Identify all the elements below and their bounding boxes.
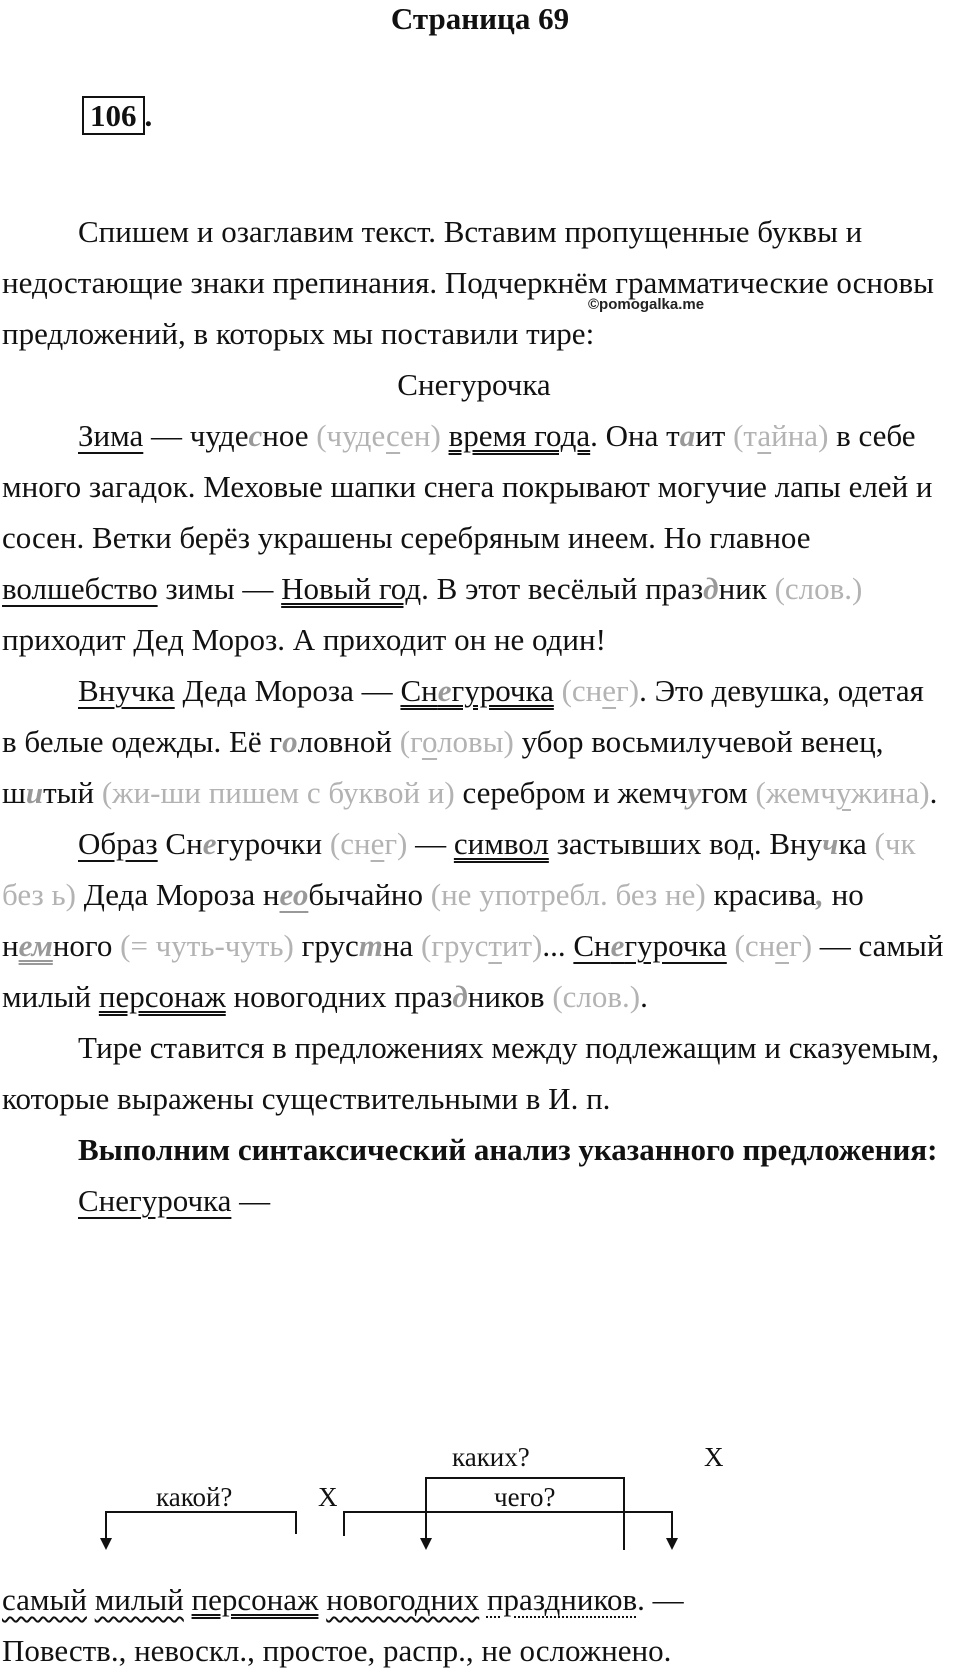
analysis-summary: Повеств., невоскл., простое, распр., не осложнено. bbox=[2, 1633, 672, 1668]
text-fragment: тый bbox=[43, 775, 102, 810]
task-number-dot: . bbox=[144, 98, 153, 133]
hint: (= чуть-чуть) bbox=[120, 928, 294, 963]
subject-word: волшебство bbox=[2, 571, 158, 606]
word-prazdnikov: праздников bbox=[486, 1582, 638, 1617]
text-fragment: убор восьмилучевой венец, ш bbox=[2, 724, 884, 810]
analysis-words-line bbox=[2, 1574, 946, 1625]
intro-paragraph: Спишем и озаглавим текст. Вставим пропущенные буквы и недостающие знаки препинания. Подчеркнём грамматические основы предложений, в которых мы поставили тире: bbox=[2, 214, 934, 351]
text-fragment: . Она т bbox=[590, 418, 680, 453]
inserted-letter: и bbox=[25, 775, 44, 810]
inserted-letter: с bbox=[248, 418, 263, 453]
hint: (жи-ши пишем с буквой и) bbox=[101, 775, 455, 810]
task-number bbox=[82, 98, 152, 134]
arrowhead-3 bbox=[666, 1538, 678, 1550]
text-fragment: ловной bbox=[297, 724, 400, 759]
inserted-letter: ем bbox=[18, 928, 53, 963]
text-fragment bbox=[554, 673, 562, 708]
text-fragment: зимы — bbox=[157, 571, 282, 606]
hint: (чк без ь) bbox=[2, 826, 916, 912]
text-fragment: гом bbox=[701, 775, 756, 810]
subject-word: Снегурочка bbox=[573, 928, 727, 963]
inserted-letter: д bbox=[703, 571, 719, 606]
main-text bbox=[2, 206, 946, 1226]
predicate-word: Новый год bbox=[281, 571, 422, 606]
page-title: Страница 69 bbox=[390, 1, 570, 36]
word-samyi: самый bbox=[2, 1582, 87, 1617]
text-fragment: бычайно bbox=[308, 877, 431, 912]
inserted-letter: ч bbox=[822, 826, 839, 861]
text-fragment: . В этот весёлый праз bbox=[421, 571, 704, 606]
inserted-letter: ео bbox=[279, 877, 309, 912]
hint: (тайна) bbox=[733, 418, 829, 453]
text-heading: Снегурочка bbox=[397, 367, 551, 402]
hint: (не употребл. без не) bbox=[430, 877, 706, 912]
text-fragment: . Это девушка, одетая в белые одежды. Её г bbox=[2, 673, 924, 759]
text-fragment: ное bbox=[262, 418, 317, 453]
text-fragment: грус bbox=[293, 928, 359, 963]
hint: (жемчужина) bbox=[755, 775, 930, 810]
text-fragment: ка bbox=[838, 826, 875, 861]
predicate-word: символ bbox=[453, 826, 549, 861]
analysis-subject: Снегурочка bbox=[78, 1183, 232, 1218]
inserted-letter: а bbox=[679, 418, 696, 453]
text-fragment: ного bbox=[52, 928, 121, 963]
hint: (снег) bbox=[561, 673, 640, 708]
text-fragment: приходит Дед Мороз. А приходит он не один! bbox=[2, 622, 606, 657]
text-fragment: — самый милый bbox=[2, 928, 944, 1014]
hint: (головы) bbox=[399, 724, 514, 759]
text-fragment: в себе много загадок. Меховые шапки снега покрывают могучие лапы елей и сосен. Ветки берёз украшены серебряным инеем. Но главное bbox=[2, 418, 933, 555]
text-fragment: новогодних праз bbox=[225, 979, 453, 1014]
inserted-letter: т bbox=[358, 928, 383, 963]
inserted-comma: , bbox=[816, 877, 824, 912]
text-fragment: серебром и жемч bbox=[454, 775, 688, 810]
text-fragment: . bbox=[929, 775, 938, 810]
mark-x-2: X bbox=[704, 1442, 724, 1472]
hint: (снег) bbox=[329, 826, 408, 861]
analysis-subject-line bbox=[2, 1175, 946, 1226]
paragraph-2 bbox=[2, 665, 946, 818]
hint: (грустит) bbox=[420, 928, 543, 963]
predicate-word: Снегурочка bbox=[400, 673, 554, 708]
hint: (чудесен) bbox=[316, 418, 441, 453]
text-fragment: на bbox=[382, 928, 421, 963]
predicate-word: время года bbox=[448, 418, 591, 453]
question-chego: чего? bbox=[494, 1482, 556, 1512]
inserted-letter: д bbox=[452, 979, 468, 1014]
subject-word: Образ bbox=[78, 826, 158, 861]
text-fragment: Деда Мороза — bbox=[174, 673, 401, 708]
text-fragment: Деда Мороза н bbox=[75, 877, 280, 912]
analysis-sentence bbox=[2, 1574, 946, 1676]
arrow-kakoi bbox=[106, 1512, 296, 1540]
analysis-end: . — bbox=[637, 1582, 684, 1617]
rule-paragraph: Тире ставится в предложениях между подлежащим и сказуемым, которые выражены существительными в И. п. bbox=[2, 1030, 940, 1116]
text-fragment: ник bbox=[718, 571, 775, 606]
hint: (слов.) bbox=[552, 979, 641, 1014]
inserted-letter: у bbox=[687, 775, 702, 810]
text-fragment: — чуде bbox=[143, 418, 249, 453]
analysis-title: Выполним синтаксический анализ указанного предложения: bbox=[78, 1132, 938, 1167]
arrow-chego bbox=[344, 1512, 672, 1540]
text-fragment: — bbox=[407, 826, 454, 861]
inserted-letter: о bbox=[282, 724, 298, 759]
hint: (слов.) bbox=[774, 571, 863, 606]
word-personazh: персонаж bbox=[191, 1582, 319, 1617]
paragraph-3 bbox=[2, 818, 946, 1022]
text-fragment: застывших вод. Вну bbox=[548, 826, 823, 861]
text-fragment: Сн bbox=[157, 826, 203, 861]
text-fragment: ... bbox=[542, 928, 574, 963]
inserted-letter: е bbox=[202, 826, 217, 861]
question-kakih: каких? bbox=[452, 1442, 530, 1472]
arrowhead-2 bbox=[420, 1538, 432, 1550]
word-novogodnih: новогодних bbox=[326, 1582, 480, 1617]
subject-word: Зима bbox=[78, 418, 144, 453]
watermark: ©pomogalka.me bbox=[588, 296, 705, 313]
hint: (снег) bbox=[734, 928, 813, 963]
text-fragment: красива bbox=[705, 877, 817, 912]
text-fragment bbox=[441, 418, 449, 453]
subject-word: Внучка bbox=[78, 673, 175, 708]
text-fragment: ников bbox=[467, 979, 553, 1014]
paragraph-1 bbox=[2, 410, 946, 665]
mark-x-1: X bbox=[318, 1482, 338, 1512]
text-fragment: . bbox=[640, 979, 648, 1014]
text-fragment: но н bbox=[2, 877, 864, 963]
text-fragment: ит bbox=[695, 418, 734, 453]
arrowhead-1 bbox=[100, 1538, 112, 1550]
analysis-dash: — bbox=[231, 1183, 271, 1218]
question-kakoi: какой? bbox=[156, 1482, 233, 1512]
task-number-box: 106 bbox=[82, 96, 145, 135]
text-fragment bbox=[727, 928, 735, 963]
text-fragment: гурочки bbox=[216, 826, 330, 861]
predicate-word: персонаж bbox=[98, 979, 226, 1014]
word-milyi: милый bbox=[94, 1582, 184, 1617]
